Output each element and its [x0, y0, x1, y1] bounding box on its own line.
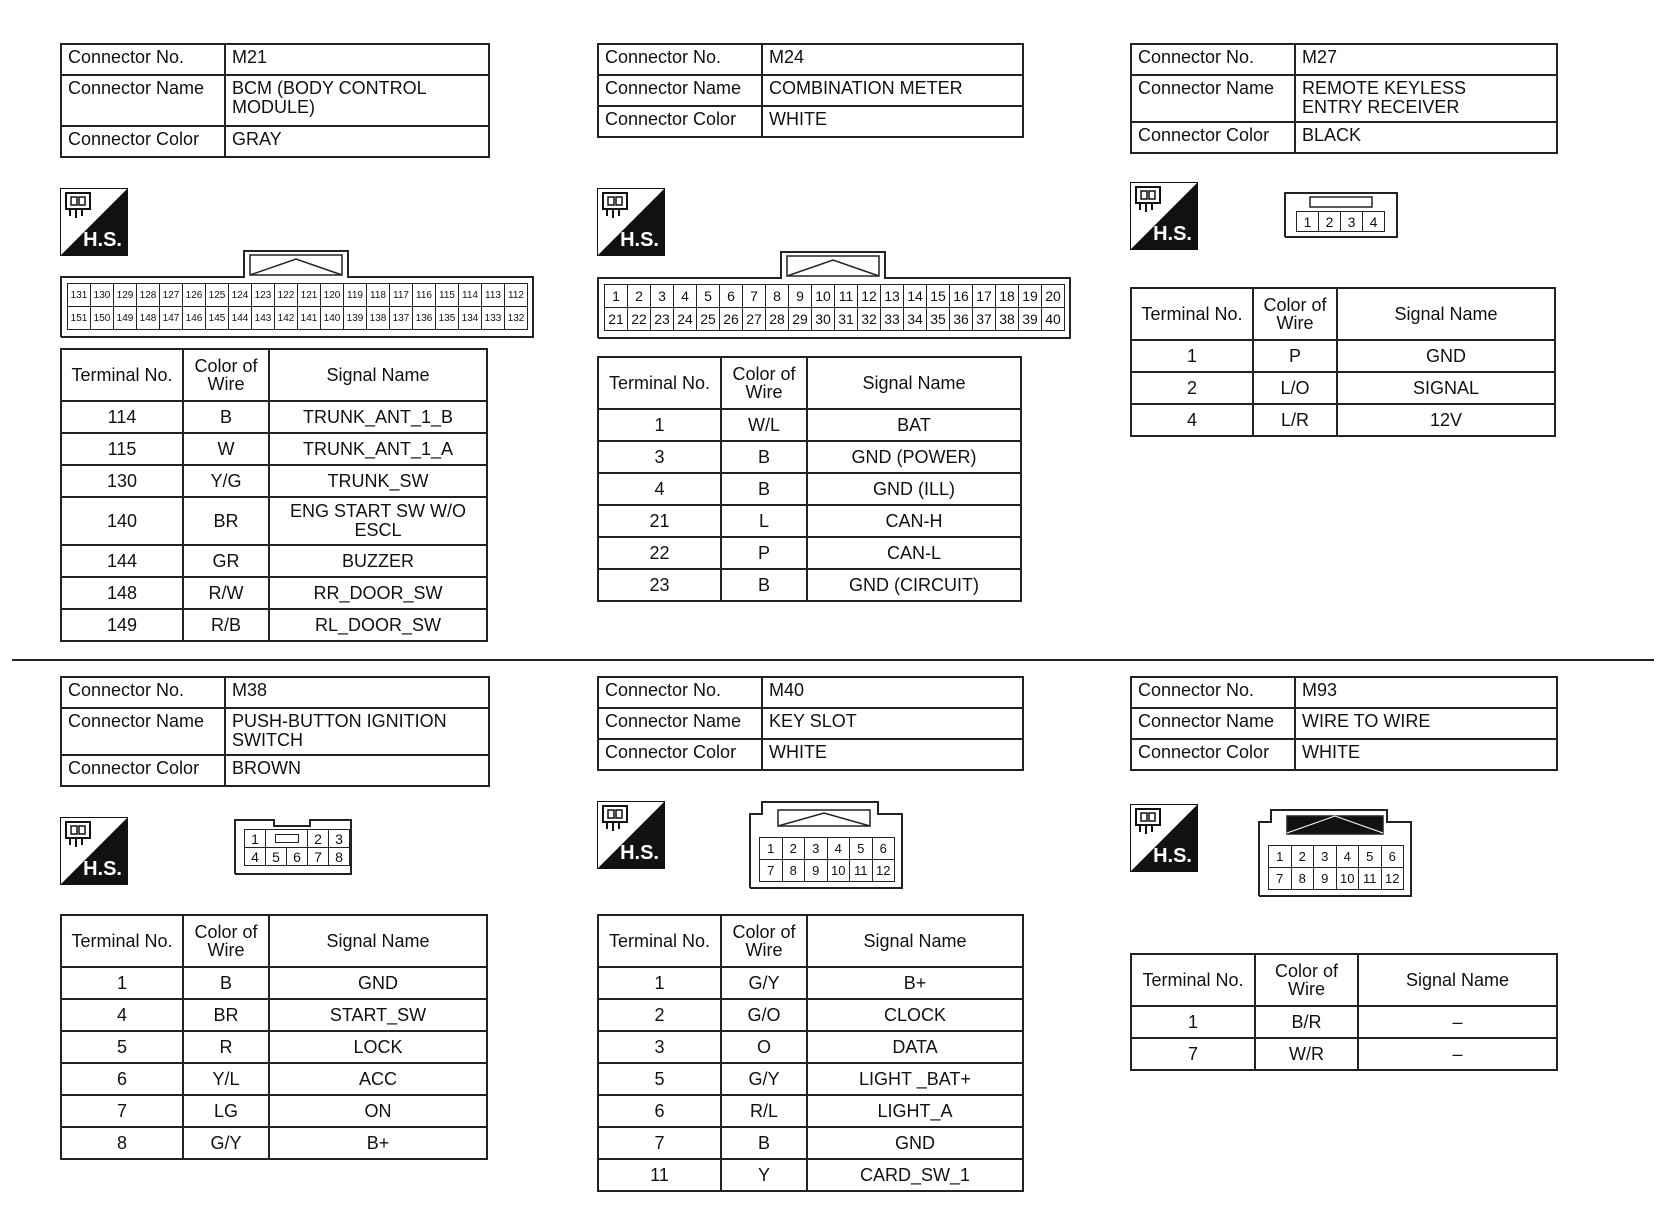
connector-pin: 4 [244, 847, 266, 866]
connector-name-value: COMBINATION METER [762, 75, 1023, 106]
connector-pin: 28 [765, 307, 789, 331]
connector-pin: 5 [265, 847, 287, 866]
header-color-of-wire: Color of Wire [721, 357, 807, 409]
header-signal-name: Signal Name [807, 357, 1021, 409]
section-divider [12, 659, 1654, 661]
terminal-no: 23 [598, 569, 721, 601]
connector-pin: 115 [435, 283, 459, 307]
wire-color: O [721, 1031, 807, 1063]
connector-pin: 35 [926, 307, 950, 331]
terminal-no: 2 [1131, 372, 1253, 404]
signal-name: CARD_SW_1 [807, 1159, 1023, 1191]
wire-color: W/R [1255, 1038, 1358, 1070]
wire-color: G/Y [721, 967, 807, 999]
connector-pin: 136 [412, 306, 436, 330]
wire-color: R [183, 1031, 269, 1063]
wire-color: L/R [1253, 404, 1337, 436]
connector-pin: 40 [1041, 307, 1065, 331]
connector-pin: 137 [389, 306, 413, 330]
header-terminal-no: Terminal No. [61, 915, 183, 967]
label-connector-name: Connector Name [1131, 708, 1295, 739]
signal-name: ON [269, 1095, 487, 1127]
connector-pin: 13 [880, 284, 904, 308]
signal-name: GND [1337, 340, 1555, 372]
connector-pin: 11 [1358, 867, 1382, 890]
wire-color: B [721, 569, 807, 601]
wire-color: G/O [721, 999, 807, 1031]
header-color-of-wire: Color of Wire [183, 349, 269, 401]
connector-pin: 39 [1018, 307, 1042, 331]
connector-no-value: M93 [1295, 677, 1557, 708]
connector-pin: 1 [244, 829, 266, 848]
connector-info-m21 [60, 43, 490, 158]
terminal-no: 3 [598, 441, 721, 473]
signal-name: ACC [269, 1063, 487, 1095]
label-connector-name: Connector Name [61, 708, 225, 755]
connector-pin: 6 [872, 837, 896, 860]
connector-pin: 27 [742, 307, 766, 331]
wire-color: Y/L [183, 1063, 269, 1095]
connector-pin: 128 [136, 283, 160, 307]
connector-pin: 22 [627, 307, 651, 331]
terminal-table-m38 [60, 914, 488, 1160]
signal-name: LIGHT _BAT+ [807, 1063, 1023, 1095]
connector-pin: 3 [328, 829, 350, 848]
hs-label: H.S. [1153, 845, 1192, 867]
connector-pin: 149 [113, 306, 137, 330]
terminal-no: 1 [598, 967, 721, 999]
connector-pin: 126 [182, 283, 206, 307]
connector-pin: 9 [788, 284, 812, 308]
terminal-no: 114 [61, 401, 183, 433]
connector-face-m27 [1284, 192, 1398, 238]
wire-color: R/B [183, 609, 269, 641]
header-terminal-no: Terminal No. [61, 349, 183, 401]
connector-pin: 116 [412, 283, 436, 307]
signal-name: B+ [807, 967, 1023, 999]
wire-color: L [721, 505, 807, 537]
harness-side-icon [60, 188, 128, 256]
connector-pin: 4 [827, 837, 851, 860]
terminal-no: 115 [61, 433, 183, 465]
terminal-no: 1 [1131, 1006, 1255, 1038]
terminal-no: 6 [61, 1063, 183, 1095]
wire-color: B [721, 473, 807, 505]
wire-color: W [183, 433, 269, 465]
connector-pin: 140 [320, 306, 344, 330]
wire-color: B [721, 441, 807, 473]
connector-pin: 10 [827, 859, 851, 882]
header-signal-name: Signal Name [1337, 288, 1555, 340]
connector-pin: 150 [90, 306, 114, 330]
connector-pin: 4 [1362, 211, 1385, 232]
connector-name-value: REMOTE KEYLESS ENTRY RECEIVER [1295, 75, 1557, 122]
terminal-no: 4 [1131, 404, 1253, 436]
connector-pin: 130 [90, 283, 114, 307]
connector-pin: 21 [604, 307, 628, 331]
connector-pin: 23 [650, 307, 674, 331]
signal-name: TRUNK_SW [269, 465, 487, 497]
wire-color: Y/G [183, 465, 269, 497]
signal-name: RR_DOOR_SW [269, 577, 487, 609]
header-terminal-no: Terminal No. [598, 357, 721, 409]
terminal-table-m21 [60, 348, 488, 642]
wire-color: BR [183, 999, 269, 1031]
connector-pin: 19 [1018, 284, 1042, 308]
header-signal-name: Signal Name [807, 915, 1023, 967]
connector-pin: 2 [627, 284, 651, 308]
wire-color: LG [183, 1095, 269, 1127]
signal-name: BUZZER [269, 545, 487, 577]
connector-pin: 5 [696, 284, 720, 308]
terminal-no: 140 [61, 497, 183, 545]
wire-color: R/W [183, 577, 269, 609]
connector-pin: 151 [67, 306, 91, 330]
connector-pin: 7 [759, 859, 783, 882]
connector-pin: 138 [366, 306, 390, 330]
connector-pin: 132 [504, 306, 528, 330]
connector-pin: 2 [1318, 211, 1341, 232]
connector-pin: 2 [782, 837, 806, 860]
signal-name: GND (CIRCUIT) [807, 569, 1021, 601]
connector-pin: 127 [159, 283, 183, 307]
signal-name: CAN-H [807, 505, 1021, 537]
connector-color-value: WHITE [1295, 739, 1557, 770]
connector-pin: 122 [274, 283, 298, 307]
connector-pin: 6 [719, 284, 743, 308]
wire-color: P [721, 537, 807, 569]
signal-name: GND [807, 1127, 1023, 1159]
hs-label: H.S. [620, 229, 659, 251]
terminal-no: 1 [61, 967, 183, 999]
header-color-of-wire: Color of Wire [721, 915, 807, 967]
hs-label: H.S. [83, 858, 122, 880]
terminal-no: 148 [61, 577, 183, 609]
connector-pin: 120 [320, 283, 344, 307]
signal-name: CAN-L [807, 537, 1021, 569]
wire-color: B [721, 1127, 807, 1159]
connector-pin: 141 [297, 306, 321, 330]
terminal-no: 5 [598, 1063, 721, 1095]
connector-pin: 8 [1291, 867, 1315, 890]
connector-pin: 146 [182, 306, 206, 330]
connector-pin: 9 [804, 859, 828, 882]
header-terminal-no: Terminal No. [1131, 288, 1253, 340]
label-connector-no: Connector No. [61, 44, 225, 75]
label-connector-color: Connector Color [598, 739, 762, 770]
wire-color: B [183, 401, 269, 433]
connector-pin: 1 [1296, 211, 1319, 232]
signal-name: 12V [1337, 404, 1555, 436]
terminal-no: 3 [598, 1031, 721, 1063]
terminal-no: 7 [61, 1095, 183, 1127]
connector-pin: 119 [343, 283, 367, 307]
terminal-no: 7 [1131, 1038, 1255, 1070]
label-connector-name: Connector Name [598, 75, 762, 106]
terminal-no: 7 [598, 1127, 721, 1159]
harness-side-icon [597, 801, 665, 869]
wire-color: B [183, 967, 269, 999]
connector-pin: 10 [1336, 867, 1360, 890]
connector-info-m27 [1130, 43, 1558, 154]
connector-info-m93 [1130, 676, 1558, 771]
connector-pin: 1 [604, 284, 628, 308]
connector-pin: 33 [880, 307, 904, 331]
connector-pin: 1 [759, 837, 783, 860]
connector-color-value: BROWN [225, 755, 489, 786]
connector-pin: 3 [1313, 845, 1337, 868]
signal-name: BAT [807, 409, 1021, 441]
connector-pin: 26 [719, 307, 743, 331]
harness-side-icon [1130, 804, 1198, 872]
signal-name: – [1358, 1006, 1557, 1038]
connector-pin: 5 [1358, 845, 1382, 868]
connector-name-value: KEY SLOT [762, 708, 1023, 739]
terminal-no: 149 [61, 609, 183, 641]
wire-color: B/R [1255, 1006, 1358, 1038]
label-connector-color: Connector Color [61, 126, 225, 157]
connector-color-value: WHITE [762, 106, 1023, 137]
hs-label: H.S. [620, 842, 659, 864]
signal-name: CLOCK [807, 999, 1023, 1031]
header-signal-name: Signal Name [269, 349, 487, 401]
label-connector-name: Connector Name [598, 708, 762, 739]
signal-name: START_SW [269, 999, 487, 1031]
connector-pin: 3 [804, 837, 828, 860]
connector-face-m40 [749, 801, 903, 889]
signal-name: LOCK [269, 1031, 487, 1063]
connector-pin: 24 [673, 307, 697, 331]
connector-pin: 3 [650, 284, 674, 308]
header-color-of-wire: Color of Wire [183, 915, 269, 967]
label-connector-no: Connector No. [598, 44, 762, 75]
header-signal-name: Signal Name [269, 915, 487, 967]
connector-pin: 112 [504, 283, 528, 307]
connector-pin: 129 [113, 283, 137, 307]
connector-pin: 3 [1340, 211, 1363, 232]
header-signal-name: Signal Name [1358, 954, 1557, 1006]
connector-pin: 148 [136, 306, 160, 330]
connector-no-value: M24 [762, 44, 1023, 75]
connector-pin: 1 [1268, 845, 1292, 868]
connector-face-m21 [60, 250, 534, 338]
signal-name: GND (ILL) [807, 473, 1021, 505]
connector-name-value: WIRE TO WIRE [1295, 708, 1557, 739]
terminal-no: 144 [61, 545, 183, 577]
connector-pin: 29 [788, 307, 812, 331]
connector-color-value: GRAY [225, 126, 489, 157]
connector-pin: 12 [1381, 867, 1405, 890]
terminal-no: 2 [598, 999, 721, 1031]
wire-color: P [1253, 340, 1337, 372]
connector-pin: 37 [972, 307, 996, 331]
connector-no-value: M38 [225, 677, 489, 708]
connector-pin: 142 [274, 306, 298, 330]
connector-pin: 7 [742, 284, 766, 308]
connector-pin: 147 [159, 306, 183, 330]
connector-pin: 11 [834, 284, 858, 308]
connector-pin: 8 [765, 284, 789, 308]
connector-pin: 8 [328, 847, 350, 866]
connector-pin: 16 [949, 284, 973, 308]
label-connector-no: Connector No. [1131, 677, 1295, 708]
connector-pin: 144 [228, 306, 252, 330]
connector-info-m24 [597, 43, 1024, 138]
terminal-no: 11 [598, 1159, 721, 1191]
signal-name: B+ [269, 1127, 487, 1159]
terminal-no: 8 [61, 1127, 183, 1159]
connector-pin: 6 [286, 847, 308, 866]
wire-color: GR [183, 545, 269, 577]
wire-color: W/L [721, 409, 807, 441]
connector-pin: 15 [926, 284, 950, 308]
connector-color-value: BLACK [1295, 122, 1557, 153]
signal-name: DATA [807, 1031, 1023, 1063]
connector-pin: 133 [481, 306, 505, 330]
harness-side-icon [597, 188, 665, 256]
connector-pin: 121 [297, 283, 321, 307]
terminal-no: 130 [61, 465, 183, 497]
signal-name: – [1358, 1038, 1557, 1070]
signal-name: TRUNK_ANT_1_B [269, 401, 487, 433]
connector-color-value: WHITE [762, 739, 1023, 770]
connector-pin: 123 [251, 283, 275, 307]
label-connector-no: Connector No. [598, 677, 762, 708]
terminal-table-m93 [1130, 953, 1558, 1071]
connector-pin: 135 [435, 306, 459, 330]
label-connector-color: Connector Color [1131, 122, 1295, 153]
connector-no-value: M21 [225, 44, 489, 75]
terminal-no: 4 [61, 999, 183, 1031]
terminal-no: 21 [598, 505, 721, 537]
connector-pin: 117 [389, 283, 413, 307]
connector-pin: 118 [366, 283, 390, 307]
connector-pin: 11 [849, 859, 873, 882]
signal-name: SIGNAL [1337, 372, 1555, 404]
connector-pin: 5 [849, 837, 873, 860]
header-color-of-wire: Color of Wire [1255, 954, 1358, 1006]
hs-label: H.S. [1153, 223, 1192, 245]
label-connector-color: Connector Color [1131, 739, 1295, 770]
terminal-no: 5 [61, 1031, 183, 1063]
signal-name: ENG START SW W/O ESCL [269, 497, 487, 545]
wire-color: R/L [721, 1095, 807, 1127]
connector-pin: 145 [205, 306, 229, 330]
connector-pin: 20 [1041, 284, 1065, 308]
header-terminal-no: Terminal No. [598, 915, 721, 967]
connector-pin: 32 [857, 307, 881, 331]
connector-name-value: PUSH-BUTTON IGNITION SWITCH [225, 708, 489, 755]
connector-pin: 134 [458, 306, 482, 330]
connector-info-m38 [60, 676, 490, 787]
terminal-no: 6 [598, 1095, 721, 1127]
terminal-no: 1 [1131, 340, 1253, 372]
wire-color: G/Y [721, 1063, 807, 1095]
connector-pin: 36 [949, 307, 973, 331]
connector-pin: 4 [1336, 845, 1360, 868]
connector-no-value: M40 [762, 677, 1023, 708]
connector-pin: 12 [857, 284, 881, 308]
connector-pin: 30 [811, 307, 835, 331]
wire-color: L/O [1253, 372, 1337, 404]
harness-side-icon [1130, 182, 1198, 250]
label-connector-no: Connector No. [61, 677, 225, 708]
connector-pin: 6 [1381, 845, 1405, 868]
header-terminal-no: Terminal No. [1131, 954, 1255, 1006]
connector-no-value: M27 [1295, 44, 1557, 75]
connector-pin: 14 [903, 284, 927, 308]
connector-pin: 18 [995, 284, 1019, 308]
terminal-table-m24 [597, 356, 1022, 602]
connector-pin: 7 [307, 847, 329, 866]
connector-pin: 31 [834, 307, 858, 331]
terminal-no: 22 [598, 537, 721, 569]
connector-pin: 25 [696, 307, 720, 331]
terminal-no: 4 [598, 473, 721, 505]
label-connector-name: Connector Name [1131, 75, 1295, 122]
signal-name: GND (POWER) [807, 441, 1021, 473]
harness-side-icon [60, 817, 128, 885]
header-color-of-wire: Color of Wire [1253, 288, 1337, 340]
latch-cavity [265, 829, 308, 848]
connector-pin: 2 [307, 829, 329, 848]
label-connector-no: Connector No. [1131, 44, 1295, 75]
connector-face-m24 [597, 251, 1071, 339]
connector-face-m38 [234, 819, 352, 875]
connector-pin: 17 [972, 284, 996, 308]
terminal-table-m27 [1130, 287, 1556, 437]
connector-pin: 113 [481, 283, 505, 307]
connector-name-value: BCM (BODY CONTROL MODULE) [225, 75, 489, 126]
connector-face-m93 [1258, 809, 1412, 897]
connector-pin: 38 [995, 307, 1019, 331]
signal-name: RL_DOOR_SW [269, 609, 487, 641]
connector-pin: 8 [782, 859, 806, 882]
connector-pin: 131 [67, 283, 91, 307]
wire-color: BR [183, 497, 269, 545]
connector-pin: 125 [205, 283, 229, 307]
connector-info-m40 [597, 676, 1024, 771]
connector-pin: 12 [872, 859, 896, 882]
wire-color: Y [721, 1159, 807, 1191]
signal-name: TRUNK_ANT_1_A [269, 433, 487, 465]
terminal-no: 1 [598, 409, 721, 441]
label-connector-color: Connector Color [61, 755, 225, 786]
connector-pin: 124 [228, 283, 252, 307]
connector-pin: 10 [811, 284, 835, 308]
connector-pin: 7 [1268, 867, 1292, 890]
connector-pin: 9 [1313, 867, 1337, 890]
wire-color: G/Y [183, 1127, 269, 1159]
label-connector-color: Connector Color [598, 106, 762, 137]
connector-pin: 4 [673, 284, 697, 308]
label-connector-name: Connector Name [61, 75, 225, 126]
hs-label: H.S. [83, 229, 122, 251]
terminal-table-m40 [597, 914, 1024, 1192]
connector-pin: 34 [903, 307, 927, 331]
connector-pin: 143 [251, 306, 275, 330]
signal-name: GND [269, 967, 487, 999]
connector-pin: 114 [458, 283, 482, 307]
signal-name: LIGHT_A [807, 1095, 1023, 1127]
connector-pin: 2 [1291, 845, 1315, 868]
connector-pin: 139 [343, 306, 367, 330]
